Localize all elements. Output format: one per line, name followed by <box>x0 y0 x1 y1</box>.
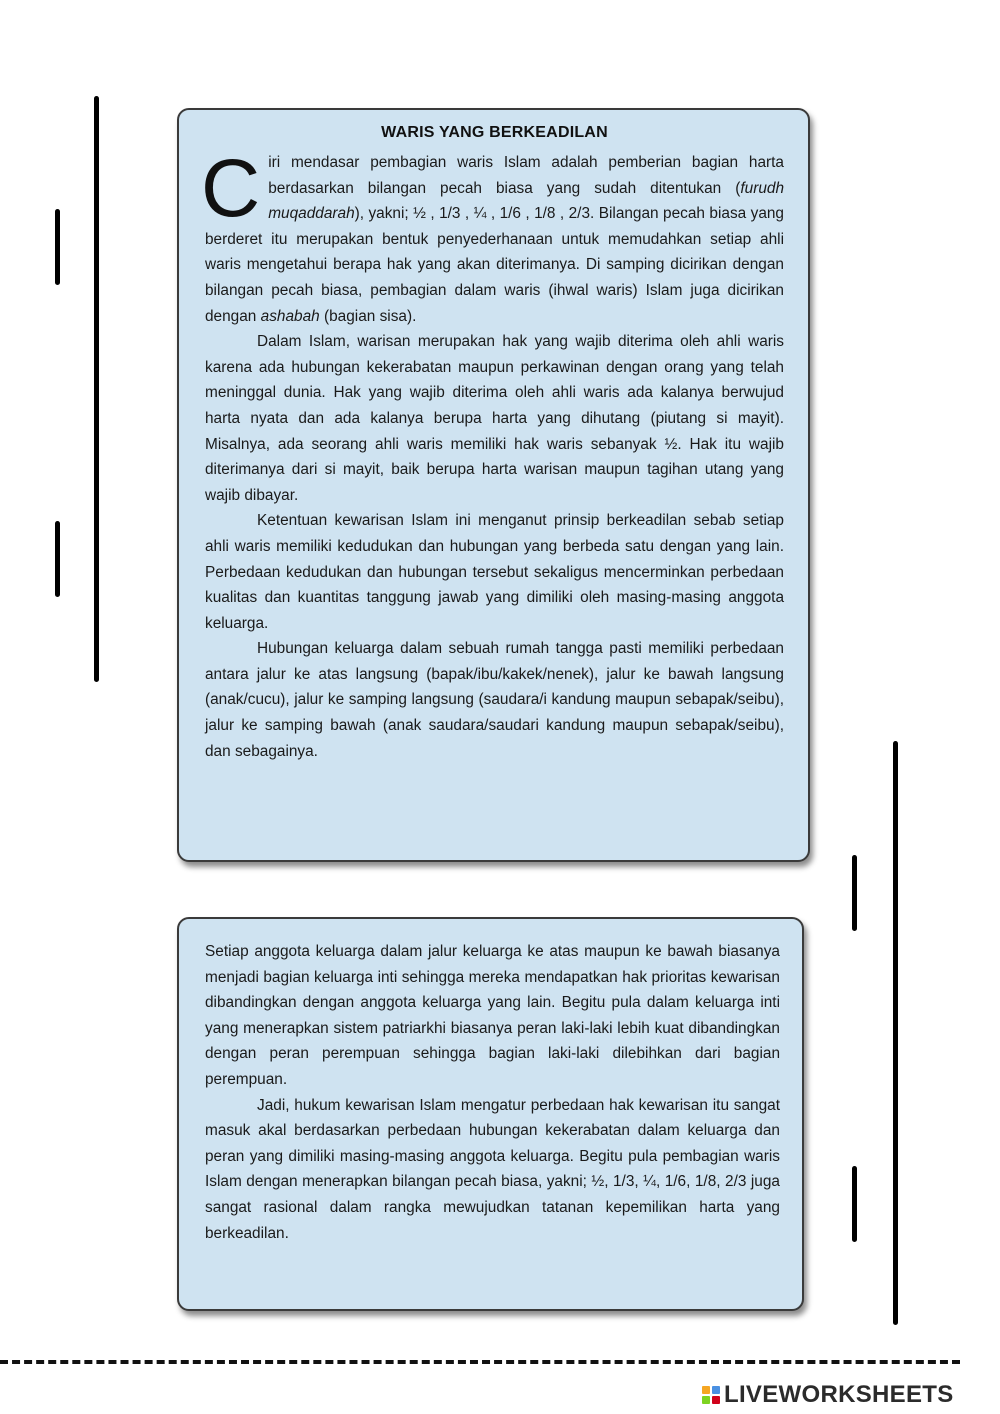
answer-line-left-short-2 <box>55 521 60 597</box>
answer-line-right-long <box>893 741 898 1325</box>
answer-line-right-short-2 <box>852 1166 857 1242</box>
paragraph-2: Dalam Islam, warisan merupakan hak yang wajib diterima oleh ahli waris karena ada hubungan kekerabatan maupun perkawinan dengan orang yang telah meninggal dunia. Hak yang wajib diterima oleh ahli waris ada kalanya berwujud harta nyata dan ada kalanya berupa harta yang dihutang (piutang si mayit). Misalnya, ada seorang ahli waris memiliki hak waris sebanyak ½. Hak itu wajib diterimanya dari si mayit, baik berupa harta warisan maupun tagihan utang yang wajib dibayar. <box>205 333 784 504</box>
liveworksheets-brand <box>702 1381 954 1409</box>
paragraph-4: Hubungan keluarga dalam sebuah rumah tangga pasti memiliki perbedaan antara jalur ke atas langsung (bapak/ibu/kakek/nenek), jalur ke bawah langsung (anak/cucu), jalur ke samping langsung (saudara/i kandung maupun sebapak/seibu), jalur ke samping bawah (anak saudara/saudari kandung maupun sebapak/seibu), dan sebagainya. <box>205 640 784 760</box>
dashed-separator <box>0 1360 960 1364</box>
answer-line-left-short-1 <box>55 209 60 285</box>
brand-name: LIVEWORKSHEETS <box>724 1381 954 1408</box>
paragraph-6: Jadi, hukum kewarisan Islam mengatur perbedaan hak kewarisan itu sangat masuk akal berdasarkan perbedaan hubungan kekerabatan dalam keluarga dan peran yang dimiliki masing-masing anggota keluarga. Begitu pula pembagian waris Islam dengan menerapkan bilangan pecah biasa, yakni; ½, 1/3, ¼, 1/6, 1/8, 2/3 juga sangat rasional dalam rangka mewujudkan tatanan kepemilikan harta yang berkeadilan. <box>205 1096 780 1242</box>
text-card-waris <box>177 108 810 862</box>
answer-line-left-long <box>94 96 99 682</box>
paragraph-5: Setiap anggota keluarga dalam jalur keluarga ke atas maupun ke bawah biasanya menjadi bagian keluarga inti sehingga mereka mendapatkan hak prioritas kewarisan dibandingkan dengan anggota keluarga yang lain. Begitu pula dalam keluarga inti yang menerapkan sistem patriarkhi biasanya peran laki-laki lebih kuat dibandingkan dengan peran perempuan sehingga bagian laki-laki dilebihkan dari bagian perempuan. <box>205 943 780 1088</box>
paragraph-3: Ketentuan kewarisan Islam ini menganut prinsip berkeadilan sebab setiap ahli waris memiliki kedudukan dan hubungan yang berbeda satu dengan yang lain. Perbedaan kedudukan dan hubungan tersebut sekaligus mencerminkan perbedaan kualitas dan kuantitas tanggung jawab yang dimiliki oleh masing-masing anggota keluarga. <box>205 512 784 632</box>
answer-line-right-short-1 <box>852 855 857 931</box>
paragraph-1: Ciri mendasar pembagian waris Islam adalah pemberian bagian harta berdasarkan bilangan pecah biasa yang sudah ditentukan (furudh muqaddarah), yakni; ½ , 1/3 , ¼ , 1/6 , 1/8 , 2/3. Bilangan pecah biasa yang berderet itu merupakan bentuk penyederhanaan untuk memudahkan setiap ahli waris mengetahui berapa hak yang akan diterimanya. Di samping dicirikan dengan bilangan pecah biasa, pembagian dalam waris (ihwal waris) Islam juga dicirikan dengan ashabah (bagian sisa). <box>201 143 784 325</box>
text-card-lanjutan <box>177 917 804 1311</box>
liveworksheets-logo-icon <box>702 1386 720 1404</box>
card-title: WARIS YANG BERKEADILAN <box>381 124 608 141</box>
drop-cap: C <box>201 143 261 234</box>
